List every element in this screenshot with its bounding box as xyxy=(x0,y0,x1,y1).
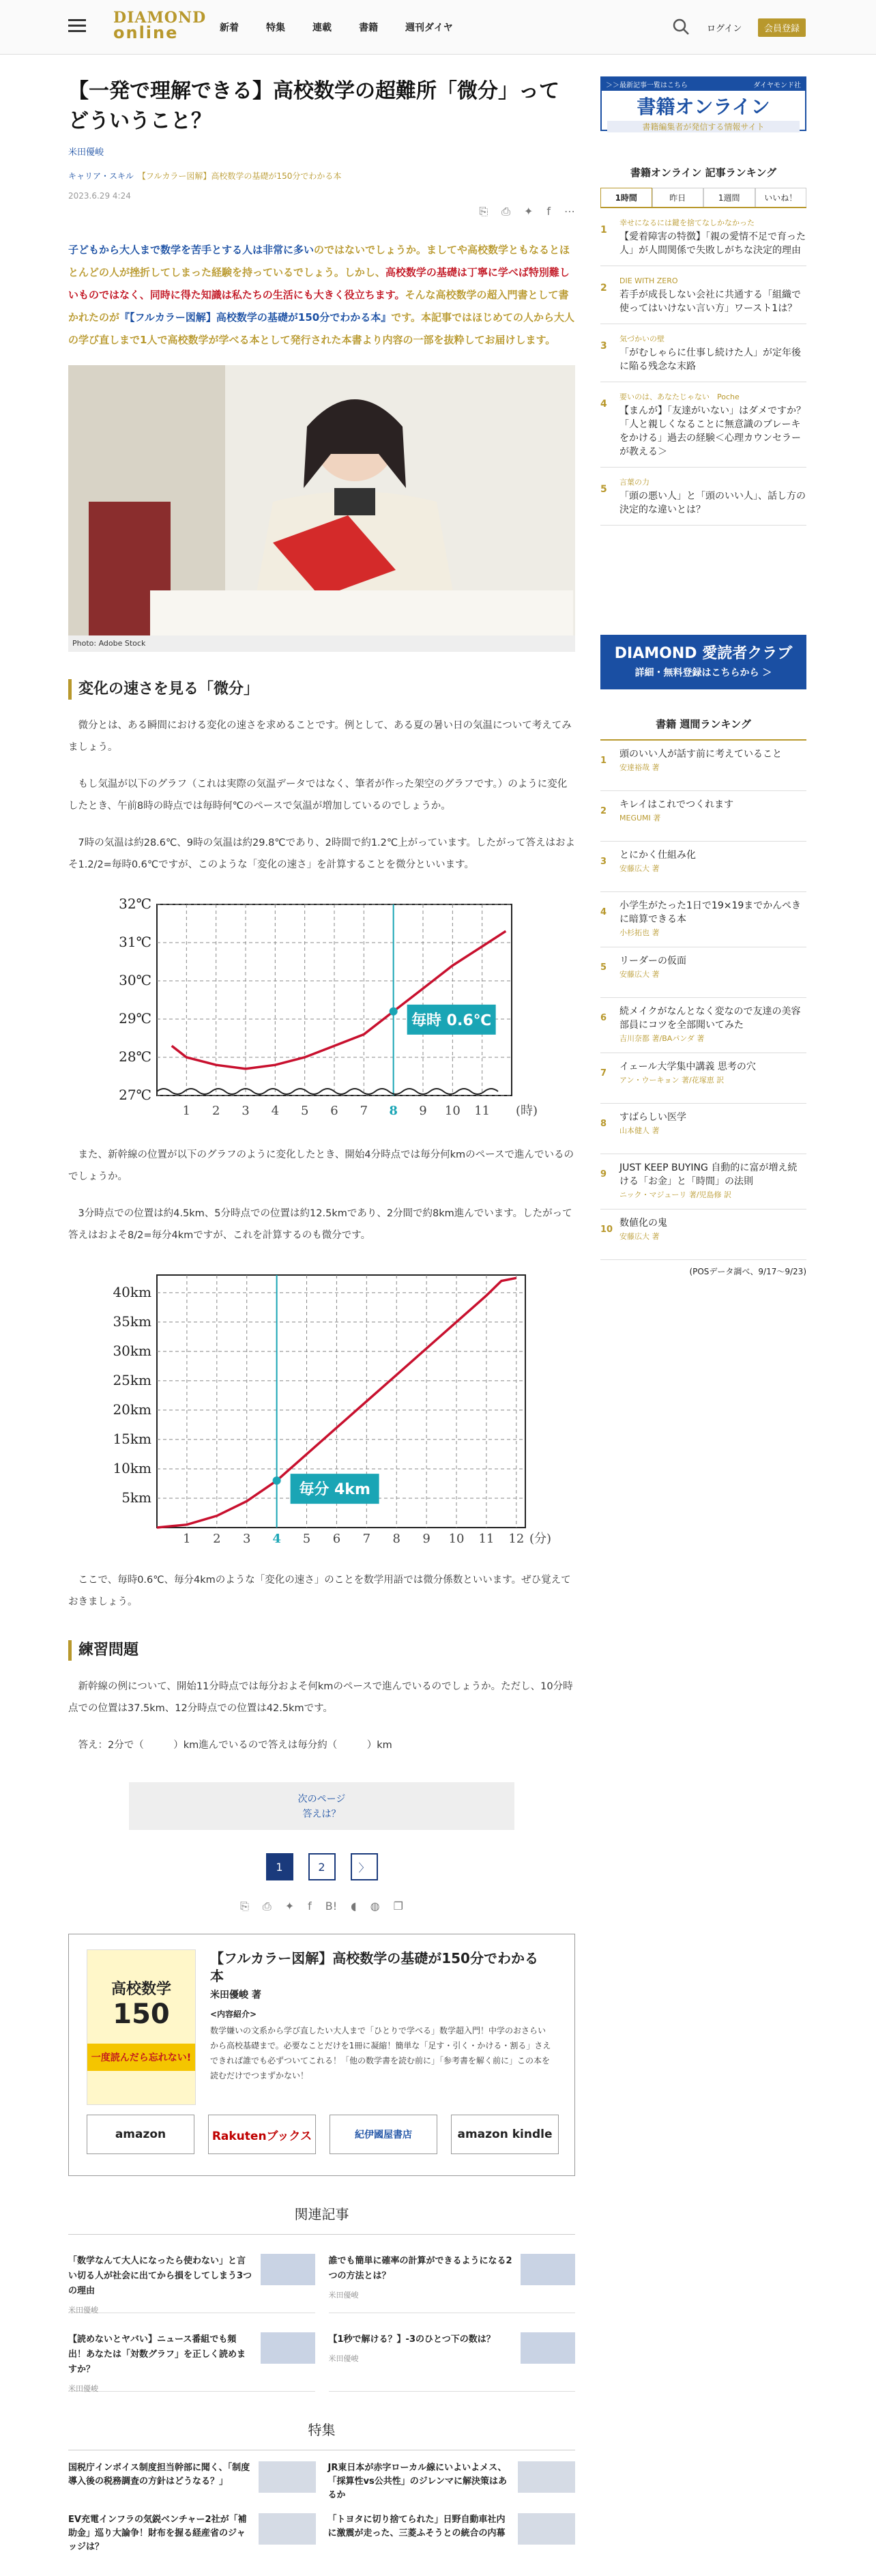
tab-hour[interactable]: 1時間 xyxy=(600,188,652,207)
next-label: 次のページ xyxy=(297,1794,346,1805)
book-rank-item[interactable] xyxy=(600,892,806,947)
distance-chart xyxy=(68,1261,575,1551)
related-thumb xyxy=(521,2332,575,2364)
clip-icon[interactable]: ⎘ xyxy=(240,1900,249,1913)
author-link[interactable]: 米田優峻 xyxy=(68,147,104,158)
banner-sub: 書籍編集者が発信する情報サイト xyxy=(607,121,800,132)
cover-number: 150 xyxy=(113,1999,170,2030)
feature-list xyxy=(68,2461,575,2556)
related-item[interactable] xyxy=(329,2313,576,2392)
reader-club-banner[interactable] xyxy=(600,635,806,689)
shop-links xyxy=(87,2115,559,2154)
feature-item[interactable] xyxy=(328,2513,576,2556)
rank-number: 5 xyxy=(600,962,607,973)
x-tick-label: 3 xyxy=(242,1104,250,1118)
article-title: 【一発で理解できる】高校数学の超難所「微分」ってどういうこと？ xyxy=(68,79,559,133)
ranking-tabs xyxy=(600,188,806,208)
register-button[interactable]: 会員登録 xyxy=(758,18,806,37)
book-rank-item[interactable] xyxy=(600,1210,806,1260)
next-page-arrow[interactable]: 〉 xyxy=(351,1853,378,1880)
paragraph: 微分とは、ある瞬間における変化の速さを求めることです。例として、ある夏の暑い日の気温について考えてみましょう。 xyxy=(68,720,572,753)
paragraph: ここで、毎時0.6℃、毎分4kmのような「変化の速さ」のことを数学用語では微分係数といいます。ぜひ覚えておきましょう。 xyxy=(68,1575,571,1607)
book-rank-title: 頭のいい人が話す前に考えていること xyxy=(619,749,782,760)
book-rank-body xyxy=(619,1111,806,1147)
annotation-label: 毎分 4km xyxy=(299,1481,370,1499)
book-description: 数学嫌いの文系から学び直したい大人まで「ひとりで学べる」数学超入門！中学のおさらいから高校基礎まで。必要なことだけを1冊に凝縮！簡単な「足す・引く・かける・割る」さえできれば誰でも必ずついてこれる！「他の数学書を読む前に」「参考書を解く前に」この本を読むだけでつまずかない！ xyxy=(210,2026,551,2080)
rank-number: 2 xyxy=(600,806,607,816)
book-rank-body xyxy=(619,1005,806,1046)
related-thumb xyxy=(261,2254,315,2285)
rank-number: 10 xyxy=(600,1225,613,1235)
login-link[interactable]: ログイン xyxy=(707,24,742,34)
book-rank-body xyxy=(619,1161,806,1202)
related-thumb xyxy=(521,2254,575,2285)
annotation-label: 毎時 0.6℃ xyxy=(411,1012,492,1029)
section-heading: 変化の速さを見る「微分」 xyxy=(68,679,575,700)
y-tick-label: 30℃ xyxy=(119,972,151,988)
book-rank-title: リーダーの仮面 xyxy=(619,956,686,967)
print-icon[interactable]: ⎙ xyxy=(501,205,510,218)
ranking-item[interactable] xyxy=(600,208,806,266)
book-rank-author: ニック・マジューリ 著/児島修 訳 xyxy=(619,1190,732,1199)
book-rank-author: 安達裕哉 著 xyxy=(619,763,660,772)
related-author: 米田優峻 xyxy=(68,2306,98,2315)
article-photo xyxy=(68,365,575,652)
book-rank-title: イェール大学集中講義 思考の穴 xyxy=(619,1061,756,1072)
cover-tagline: 一度読んだら忘れない! xyxy=(87,2044,195,2071)
lead-part: 高校数学の基礎は丁寧に学べば特別難しいものではなく、同時に得た知識は私たちの生活にも大きく役立ちます。 xyxy=(68,266,570,301)
tab-week[interactable]: 1週間 xyxy=(703,188,755,207)
related-text: 「数学なんて大人になったら使わない」と言い切る人が社会に出てから損をしてしまう3つの理由 xyxy=(68,2256,252,2296)
site-header xyxy=(0,0,876,55)
x-tick-label: 12 xyxy=(508,1532,525,1546)
lead-part: です。本記事ではほじめての人から大人の学び直しまで1人で高校数学が学べる本として発行された本書より内容の一部を抜粋してお届けします。 xyxy=(68,311,575,346)
tab-yesterday[interactable]: 昨日 xyxy=(652,188,704,207)
x-tick-label: 8 xyxy=(389,1104,398,1118)
book-rank-item[interactable] xyxy=(600,1154,806,1210)
book-rank-title: 続メイクがなんとなく変なので友達の美容部員にコツを全部聞いてみた xyxy=(619,1006,801,1031)
book-rank-author: アン・ウーキョン 著/花塚恵 訳 xyxy=(619,1076,725,1085)
book-rank-title: 数値化の鬼 xyxy=(619,1218,667,1229)
y-tick-label: 27℃ xyxy=(119,1087,151,1103)
book-summary-label: <内容紹介> xyxy=(210,2009,257,2019)
tab-likes[interactable]: いいね！ xyxy=(755,188,807,207)
feature-text: JR東日本が赤字ローカル線にいよいよメス、「採算性vs公共性」のジレンマに解決策はあるか xyxy=(327,2463,508,2500)
rank-number: 2 xyxy=(600,283,607,294)
feature-title: 特集 xyxy=(68,2419,575,2450)
global-nav xyxy=(220,20,453,34)
nav-books[interactable]: 書籍 xyxy=(359,23,378,33)
y-tick-label: 31℃ xyxy=(119,934,151,950)
lead-part: のではないでしょうか。ましてや高校数学ともなるとほとんどの人が挫折してしまった経験を持っているでしょう。しかし、 xyxy=(68,244,570,278)
x-tick-label: 8 xyxy=(392,1532,400,1546)
x-tick-label: 1 xyxy=(182,1104,191,1118)
banner-title: 書籍オンライン xyxy=(637,96,770,118)
amazon-button[interactable]: amazon xyxy=(87,2115,194,2154)
rank-number: 3 xyxy=(600,341,607,352)
cover-title: 高校数学 xyxy=(111,1981,171,1998)
book-rank-item[interactable] xyxy=(600,741,806,791)
copy-icon[interactable]: ❐ xyxy=(393,1900,403,1913)
feature-text: EV充電インフラの気鋭ベンチャー2社が「補助金」巡り大論争！財布を握る経産省のジャッジは？ xyxy=(68,2515,247,2552)
y-tick-label: 10km xyxy=(113,1459,151,1476)
feature-text: 「トヨタに切り捨てられた」日野自動車社内に激震が走った、三菱ふそうとの統合の内幕 xyxy=(327,2515,506,2538)
related-text: 誰でも簡単に確率の計算ができるようになる2つの方法とは？ xyxy=(328,2256,512,2281)
kindle-button[interactable]: amazon kindle xyxy=(451,2115,559,2154)
related-author: 米田優峻 xyxy=(328,2354,359,2363)
related-list xyxy=(68,2235,575,2392)
hatena-icon[interactable]: B! xyxy=(325,1900,338,1913)
ranking-item[interactable] xyxy=(600,468,806,526)
book-rank-author: 安藤広大 著 xyxy=(619,970,660,979)
answer-line: 答え：2分で（ ）km進んでいるので答えは毎分約（ ）km xyxy=(78,1740,392,1751)
logo-line1: DIAMOND xyxy=(113,9,207,27)
ranking-title: 書籍オンライン 記事ランキング xyxy=(630,167,777,179)
banner-top: ＞＞最新記事一覧はこちら xyxy=(606,82,688,89)
shoseki-online-banner[interactable] xyxy=(600,76,806,131)
lead-part: 子どもから大人まで数学を苦手とする人は非常に多い xyxy=(68,244,315,256)
lead-part: そんな高校数学の超入門書として書かれたのが xyxy=(68,289,569,324)
article-main xyxy=(68,76,575,2556)
rank-source: 要いのは、あなたじゃない Poche xyxy=(619,392,740,401)
book-rank-body xyxy=(619,1060,806,1096)
related-item[interactable] xyxy=(329,2235,576,2313)
nav-series[interactable]: 連載 xyxy=(312,23,332,33)
rank-source: DIE WITH ZERO xyxy=(619,276,678,285)
menu-icon[interactable] xyxy=(68,19,86,33)
section-heading: 練習問題 xyxy=(68,1640,575,1661)
book-rank-body xyxy=(619,899,806,940)
rank-text: 「頭の悪い人」と「頭のいい人」、話し方の決定的な違いとは？ xyxy=(619,491,806,515)
book-box xyxy=(68,1934,575,2176)
book-rank-item[interactable] xyxy=(600,998,806,1053)
y-tick-label: 30km xyxy=(113,1342,151,1359)
banner-brand: ダイヤモンド社 xyxy=(753,82,801,89)
x-axis-label: (分) xyxy=(529,1532,552,1546)
y-tick-label: 25km xyxy=(113,1371,151,1388)
highlight-point xyxy=(390,1007,398,1016)
y-tick-label: 40km xyxy=(113,1283,151,1300)
book-rank-author: 安藤広大 著 xyxy=(619,864,660,873)
book-author: 米田優峻 著 xyxy=(210,1990,261,2001)
rank-number: 7 xyxy=(600,1068,607,1078)
feature-thumb xyxy=(259,2513,316,2545)
page-1[interactable]: 1 xyxy=(266,1853,293,1880)
x-tick-label: 6 xyxy=(330,1104,338,1118)
book-rank-body xyxy=(619,848,806,885)
rank-body xyxy=(619,216,806,257)
x-tick-label: 10 xyxy=(448,1532,465,1546)
pagination xyxy=(68,1853,575,1880)
logo-line2: online xyxy=(113,23,179,42)
x-tick-label: 4 xyxy=(272,1532,281,1546)
book-rank-title: すばらしい医学 xyxy=(619,1112,686,1123)
book-rank-item[interactable] xyxy=(600,791,806,842)
rank-body xyxy=(619,476,806,517)
pos-note: (POSデータ調べ、9/17〜9/23) xyxy=(689,1267,806,1276)
related-item[interactable] xyxy=(68,2313,315,2392)
club-title: DIAMOND 愛読者クラブ xyxy=(614,645,793,662)
paragraph: 7時の気温は約28.6℃、9時の気温は約29.8℃であり、2時間で約1.2℃上がっています。したがって答えはおよそ1.2/2=毎時0.6℃ですが、このような「変化の速さ」を計算することを微分といいます。 xyxy=(68,838,575,870)
book-rank-item[interactable] xyxy=(600,1053,806,1104)
rank-number: 1 xyxy=(600,225,607,235)
y-tick-label: 28℃ xyxy=(119,1048,151,1065)
temperature-chart xyxy=(68,891,575,1126)
search-icon[interactable] xyxy=(672,18,690,35)
rank-source: 言葉の力 xyxy=(619,478,649,487)
feature-thumb xyxy=(518,2461,575,2493)
rank-number: 8 xyxy=(600,1119,607,1129)
feature-item[interactable] xyxy=(328,2461,576,2504)
rank-body xyxy=(619,274,806,315)
x-axis-label: (時) xyxy=(516,1104,538,1118)
book-rank-item[interactable] xyxy=(600,947,806,998)
book-rank-item[interactable] xyxy=(600,1104,806,1154)
ranking-list xyxy=(600,208,806,526)
page-2[interactable]: 2 xyxy=(308,1853,336,1880)
rank-body xyxy=(619,390,806,459)
line-icon[interactable]: ◍ xyxy=(370,1900,380,1913)
feature-text: 国税庁インボイス制度担当幹部に聞く、「制度導入後の税務調査の方針はどうなる？」 xyxy=(68,2463,250,2487)
rank-number: 4 xyxy=(600,399,607,410)
nav-weekly[interactable]: 週刊ダイヤ xyxy=(405,23,453,33)
book-rank-title: とにかく仕組み化 xyxy=(619,850,696,861)
book-rank-title: JUST KEEP BUYING 自動的に富が増え続ける「お金」と「時間」の法則 xyxy=(619,1162,798,1187)
rank-text: 【まんが】「友達がいない」はダメですか？「人と親しくなることに無意識のブレーキをかける」過去の経験＜心理カウンセラーが教える＞ xyxy=(619,405,806,457)
book-rank-title: 小学生がたった1日で19×19までかんぺきに暗算できる本 xyxy=(619,900,801,925)
x-tick-label: 6 xyxy=(332,1532,341,1546)
x-tick-label: 10 xyxy=(444,1104,461,1118)
ranking-item[interactable] xyxy=(600,266,806,324)
book-rank-item[interactable] xyxy=(600,842,806,892)
series-link[interactable]: 【フルカラー図解】高校数学の基礎が150分でわかる本 xyxy=(141,171,342,181)
feature-item[interactable] xyxy=(68,2461,316,2504)
site-logo[interactable] xyxy=(113,9,207,43)
book-rank-author: 安藤広大 著 xyxy=(619,1232,660,1241)
lead-text xyxy=(68,239,575,352)
photo-caption: Photo: Adobe Stock xyxy=(68,635,575,652)
x-tick-label: 11 xyxy=(478,1532,495,1546)
rank-number: 3 xyxy=(600,857,607,867)
x-tick-label: 1 xyxy=(183,1532,191,1546)
y-tick-label: 5km xyxy=(121,1489,151,1506)
facebook-icon[interactable]: f xyxy=(546,205,551,218)
club-sub: 詳細・無料登録はこちらから ＞ xyxy=(634,668,772,678)
y-tick-label: 20km xyxy=(113,1401,151,1418)
rank-number: 1 xyxy=(600,756,607,766)
book-rank-author: 小杉拓也 著 xyxy=(619,928,660,937)
rank-text: 【愛着障害の特徴】「親の愛情不足で育った人」が人間関係で失敗しがちな決定的理由 xyxy=(619,231,806,256)
paragraph: もし気温が以下のグラフ（これは実際の気温データではなく、筆者が作った架空のグラフです。）のように変化したとき、午前8時の時点では毎時何℃のペースで気温が増加しているのでしょうか。 xyxy=(68,779,568,812)
x-tick-label: 5 xyxy=(300,1104,309,1118)
print-icon[interactable]: ⎙ xyxy=(262,1900,272,1913)
twitter-icon[interactable]: ✦ xyxy=(284,1900,295,1913)
y-tick-label: 32℃ xyxy=(119,896,151,912)
book-rank-body xyxy=(619,1216,806,1253)
lead-part: 『【フルカラー図解】高校数学の基礎が150分でわかる本』 xyxy=(119,311,392,324)
book-rank-author: 吉川奈都 著/BAパンダ 著 xyxy=(619,1034,705,1043)
kinokuniya-button[interactable]: 紀伊國屋書店 xyxy=(330,2115,437,2154)
paragraph: 3分時点での位置は約4.5km、5分時点での位置は約12.5kmであり、2分間で約8km進んでいます。したがって答えはおよそ8/2=毎分4kmですが、これを計算するのも微分です。 xyxy=(68,1208,572,1241)
rank-number: 4 xyxy=(600,907,607,917)
feature-thumb xyxy=(518,2513,575,2545)
related-author: 米田優峻 xyxy=(68,2384,98,2393)
book-rank-body xyxy=(619,747,806,784)
highlight-point xyxy=(273,1476,281,1485)
rank-number: 5 xyxy=(600,484,607,495)
book-title[interactable]: 【フルカラー図解】高校数学の基礎が150分でわかる本 xyxy=(210,1950,538,1984)
nav-feature[interactable]: 特集 xyxy=(266,23,285,33)
related-title: 関連記事 xyxy=(68,2203,575,2235)
x-tick-label: 3 xyxy=(242,1532,251,1546)
related-author: 米田優峻 xyxy=(328,2291,359,2300)
share-bar-bottom xyxy=(68,1900,575,1913)
ranking-item[interactable] xyxy=(600,324,806,382)
clip-icon[interactable]: ⎘ xyxy=(479,205,488,218)
rank-number: 9 xyxy=(600,1169,607,1179)
facebook-icon[interactable]: f xyxy=(308,1900,312,1913)
next-page-button[interactable] xyxy=(129,1782,514,1830)
x-tick-label: 7 xyxy=(362,1532,371,1546)
paragraph: 新幹線の例について、開始11分時点では毎分およそ何kmのペースで進んでいるのでしょうか。ただし、10分時点での位置は37.5km、12分時点での位置は42.5kmです。 xyxy=(68,1681,573,1714)
rank-text: 「がむしゃらに仕事し続けた人」が定年後に陥る残念な末路 xyxy=(619,347,801,372)
nav-new[interactable]: 新着 xyxy=(220,23,239,33)
pocket-icon[interactable]: ◖ xyxy=(351,1900,357,1913)
book-rank-author: 山本健人 著 xyxy=(619,1126,660,1135)
y-tick-label: 15km xyxy=(113,1430,151,1447)
x-tick-label: 7 xyxy=(360,1104,368,1118)
related-text: 【1秒で解ける？】-3のひとつ下の数は？ xyxy=(328,2334,495,2345)
rank-source: 気づかいの壁 xyxy=(619,334,665,343)
rank-body xyxy=(619,332,806,373)
book-rank-author: MEGUMI 著 xyxy=(619,814,661,822)
feature-item[interactable] xyxy=(68,2513,316,2556)
related-item[interactable] xyxy=(68,2235,315,2313)
x-tick-label: 9 xyxy=(422,1532,430,1546)
rank-source: 幸せになるには鍵を捨てなしかなかった xyxy=(619,218,755,227)
rakuten-button[interactable]: Rakutenブックス xyxy=(208,2115,316,2154)
photo-illustration xyxy=(68,365,575,652)
y-tick-label: 29℃ xyxy=(119,1010,151,1027)
sidebar xyxy=(600,76,806,1277)
x-tick-label: 4 xyxy=(271,1104,280,1118)
category-link[interactable]: キャリア・スキル xyxy=(68,171,134,181)
book-rank-title: キレイはこれでつくれます xyxy=(619,799,734,810)
x-tick-label: 11 xyxy=(474,1104,491,1118)
book-rank-body xyxy=(619,798,806,834)
y-tick-label: 35km xyxy=(113,1313,151,1330)
twitter-icon[interactable]: ✦ xyxy=(523,205,534,218)
share-bar xyxy=(68,205,575,218)
ranking-item[interactable] xyxy=(600,382,806,468)
book-cover[interactable] xyxy=(87,1949,196,2105)
rank-number: 6 xyxy=(600,1013,607,1023)
next-sub: 答えは？ xyxy=(302,1809,341,1820)
related-text: 【読めないとヤバい】ニュース番組でも頻出！あなたは「対数グラフ」を正しく読めますか？ xyxy=(68,2334,246,2375)
x-tick-label: 5 xyxy=(302,1532,311,1546)
article-category xyxy=(68,170,575,182)
paragraph: また、新幹線の位置が以下のグラフのように変化したとき、開始4分時点では毎分何kmのペースで進んでいるのでしょうか。 xyxy=(68,1149,574,1182)
book-ranking-list xyxy=(600,741,806,1260)
x-tick-label: 2 xyxy=(211,1104,220,1118)
article-date: 2023.6.29 4:24 xyxy=(68,191,131,201)
more-icon[interactable]: ⋯ xyxy=(564,205,575,218)
x-tick-label: 9 xyxy=(419,1104,427,1118)
related-thumb xyxy=(261,2332,315,2364)
book-ranking-title: 書籍 週間ランキング xyxy=(600,717,806,741)
rank-text: 若手が成長しない会社に共通する「組織で使ってはいけない言い方」ワースト1は？ xyxy=(619,289,801,314)
book-rank-body xyxy=(619,954,806,990)
feature-thumb xyxy=(259,2461,316,2493)
x-tick-label: 2 xyxy=(213,1532,221,1546)
